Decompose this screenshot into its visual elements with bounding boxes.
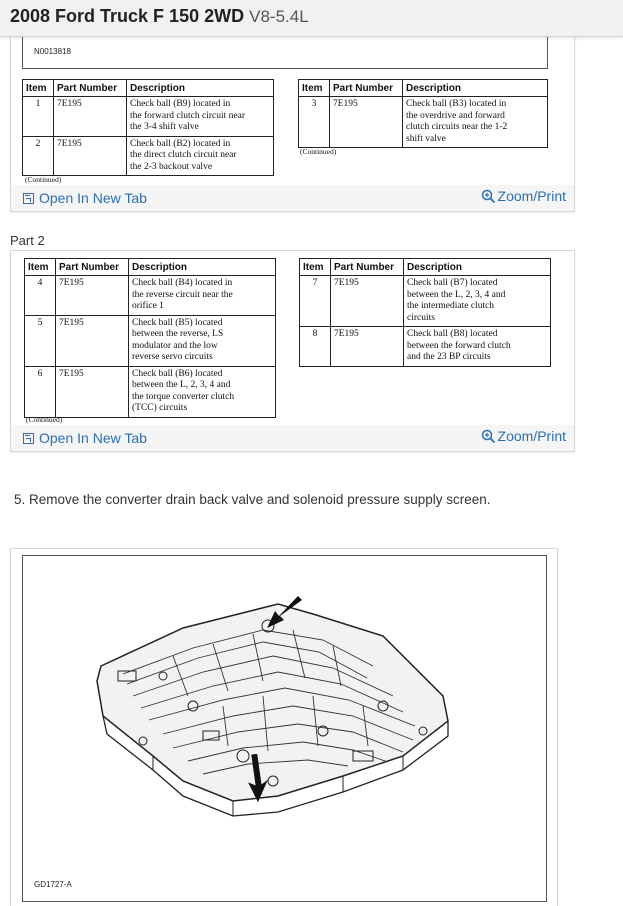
part1-panel (10, 20, 575, 212)
figure-ref-label: N0013818 (34, 47, 71, 56)
part2-left-table (24, 258, 276, 418)
vehicle-name: 2008 Ford Truck F 150 2WD (10, 6, 245, 26)
table-row (299, 97, 548, 148)
zoom-print-link[interactable] (481, 188, 566, 204)
col-item: Item (299, 80, 330, 97)
description-cell: Check ball (B8) located between the forward clutch and the 23 BP circuits (404, 327, 551, 367)
zoom-print-link[interactable] (481, 428, 566, 444)
col-item: Item (300, 259, 331, 276)
item-cell: 6 (25, 366, 56, 417)
part-number-cell: 7E195 (56, 315, 129, 366)
description-cell: Check ball (B9) located in the forward clutch circuit near the 3-4 shift valve (127, 97, 274, 137)
valve-body-illustration (23, 556, 546, 901)
description-cell: Check ball (B4) located in the reverse circuit near the orifice 1 (129, 276, 276, 316)
col-part-number: Part Number (56, 259, 129, 276)
item-cell: 2 (23, 136, 54, 176)
step-5-instruction: 5. Remove the converter drain back valve and solenoid pressure supply screen. (14, 492, 491, 507)
table-row (300, 276, 551, 327)
zoom-magnifier-icon (481, 189, 496, 204)
col-part-number: Part Number (331, 259, 404, 276)
description-cell: Check ball (B7) located between the L, 2, 3, 4 and the intermediate clutch circuits (404, 276, 551, 327)
part2-right-table (299, 258, 551, 367)
open-in-new-tab-link[interactable] (23, 430, 147, 446)
open-in-new-tab-icon (23, 433, 34, 444)
col-item: Item (23, 80, 54, 97)
zoom-label: Zoom/Print (497, 188, 566, 204)
item-cell: 7 (300, 276, 331, 327)
part-number-cell: 7E195 (330, 97, 403, 148)
col-part-number: Part Number (330, 80, 403, 97)
page-header (0, 0, 623, 37)
continued-note: (Continued) (26, 415, 63, 424)
zoom-magnifier-icon (481, 429, 496, 444)
part-number-cell: 7E195 (331, 327, 404, 367)
part1-right-table (298, 79, 548, 148)
col-description: Description (127, 80, 274, 97)
part1-footer (11, 185, 574, 211)
col-description: Description (403, 80, 548, 97)
zoom-label: Zoom/Print (497, 428, 566, 444)
table-row (25, 276, 276, 316)
open-label: Open In New Tab (39, 430, 147, 446)
item-cell: 8 (300, 327, 331, 367)
part-number-cell: 7E195 (56, 276, 129, 316)
description-cell: Check ball (B2) located in the direct clutch circuit near the 2-3 backout valve (127, 136, 274, 176)
open-in-new-tab-link[interactable] (23, 190, 147, 206)
table-row (23, 136, 274, 176)
col-item: Item (25, 259, 56, 276)
description-cell: Check ball (B3) located in the overdrive and forward clutch circuits near the 1-2 shift valve (403, 97, 548, 148)
open-in-new-tab-icon (23, 193, 34, 204)
part-number-cell: 7E195 (54, 97, 127, 137)
item-cell: 3 (299, 97, 330, 148)
item-cell: 4 (25, 276, 56, 316)
table-row (25, 366, 276, 417)
continued-note: (Continued) (25, 175, 62, 184)
table-row (300, 327, 551, 367)
col-description: Description (404, 259, 551, 276)
col-description: Description (129, 259, 276, 276)
continued-note: (Continued) (300, 147, 337, 156)
figure-frame (22, 555, 547, 902)
item-cell: 5 (25, 315, 56, 366)
figure-panel (10, 548, 558, 906)
part-number-cell: 7E195 (331, 276, 404, 327)
part2-heading: Part 2 (10, 233, 45, 248)
part-number-cell: 7E195 (56, 366, 129, 417)
vehicle-title (10, 6, 309, 27)
engine-label: V8-5.4L (249, 7, 309, 26)
figure-label: GD1727-A (34, 880, 72, 889)
part1-left-table (22, 79, 274, 176)
description-cell: Check ball (B5) located between the reverse, LS modulator and the low reverse servo circuits (129, 315, 276, 366)
item-cell: 1 (23, 97, 54, 137)
col-part-number: Part Number (54, 80, 127, 97)
part2-panel (10, 250, 575, 452)
open-label: Open In New Tab (39, 190, 147, 206)
part-number-cell: 7E195 (54, 136, 127, 176)
table-row (23, 97, 274, 137)
part2-footer (11, 425, 574, 451)
description-cell: Check ball (B6) located between the L, 2, 3, 4 and the torque converter clutch (TCC) circuits (129, 366, 276, 417)
table-row (25, 315, 276, 366)
